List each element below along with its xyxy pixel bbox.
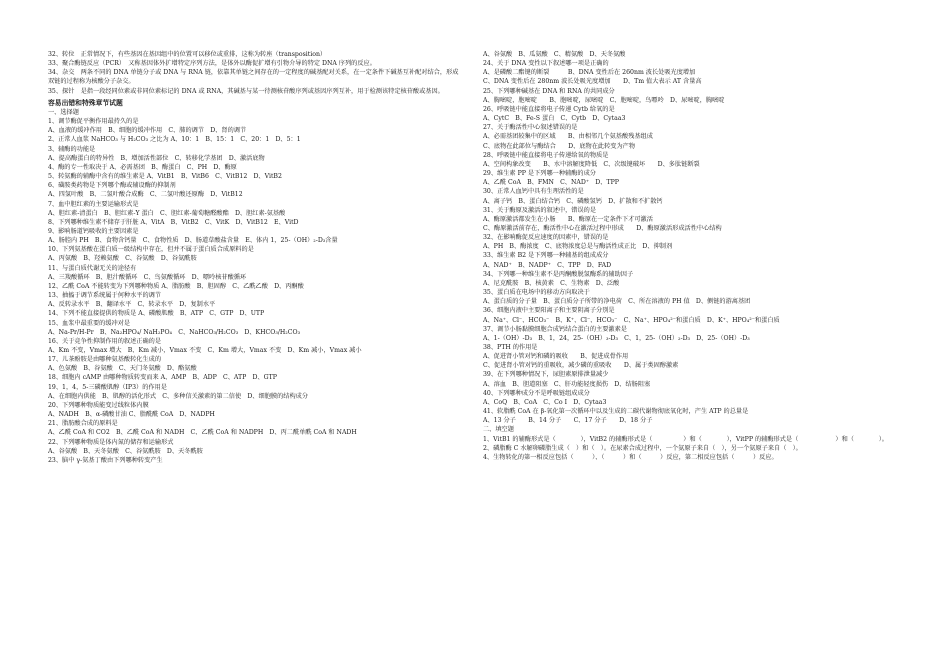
right-column-line: 37、调节小肠黏膜细胞合成钙结合蛋白的主要激素是 (483, 325, 627, 333)
right-column-line: A、PH B、酶浓度 C、底物浓度总是与酶活性成正比 D、抑制剂 (483, 243, 673, 251)
right-column-line: A、CytC B、Fe-S 蛋白 C、Cytb D、Cytaa3 (483, 115, 626, 123)
right-column-line: 24、关于 DNA 变性以下叙述哪一项是正确的 (483, 60, 609, 68)
right-column-line: A、是磷酸二酯键的断裂 B、DNA 变性后在 260nm 波长处吸光度增加 (483, 69, 696, 77)
right-column-line: 34、下列哪一种维生素不是丙酮酸脱氢酶系的辅助因子 (483, 270, 634, 278)
left-column-line: 17、儿茶酚胺是由哪种氨基酸转化生成的 (48, 356, 162, 364)
right-column-line: A、13 分子 B、14 分子 C、17 分子 D、18 分子 (483, 417, 653, 425)
left-column-line: 8、下列哪种维生素不储存于肝脏 A、VitA B、VitB2 C、VitK D、VitB12 E、VitD (48, 218, 299, 226)
left-column-line: A、四氢叶酸 B、二氢叶酸合成酶 C、二氢叶酸还原酶 D、VitB12 (48, 191, 243, 199)
right-column-line: 39、在下列哪种情况下，尿胆素原排泄量减少 (483, 371, 609, 379)
right-column-line: A、尼克酰胺 B、核黄素 C、生物素 D、泛酸 (483, 279, 620, 287)
right-column-line: A、溶血 B、胆道阻塞 C、肝功能轻度损伤 D、结肠阻塞 (483, 380, 651, 388)
right-column-line: 28、呼吸链中能直接将电子传递给氧的物质是 (483, 151, 609, 159)
right-column-line: A、促进肾小管对钙和磷的吸收 B、促进成骨作用 (483, 353, 629, 361)
left-column-line: 22、下列哪种物质是体内氮的储存和运输形式 (48, 438, 174, 446)
right-column-line: 25、下列哪种碱基在 DNA 和 RNA 的共同成分 (483, 87, 615, 95)
left-column-line: 6、磺胺类药物是下列哪个酶或辅设酶的抑制剂 (48, 182, 176, 190)
left-column-line: 35、探针 是指一段经同位素或非同位素标记的 DNA 或 RNA，其碱基与某一待测核苷酸序列或基因序列互补，用于检测该特定核苷酸或基因。 (48, 87, 444, 95)
left-column-line: 3、辅酶的功能是 (48, 145, 96, 153)
left-column-line: 21、脂肪酸合成的原料是 (48, 420, 118, 428)
right-column-line: 41、软脂酰 CoA 在 β-氧化第一次循环中以及生成的二碳代谢物彻底氧化时，产生 ATP 的总量是 (483, 408, 749, 416)
right-column-line: A、Na⁺、Cl⁻、HCO₃⁻ B、K⁺、Cl⁻、HCO₃⁻ C、Na⁺、HPO₄²⁻和蛋白质 D、K⁺、HPO₄²⁻和蛋白质 (483, 316, 780, 324)
right-column-line: C、酶原激活前存在，酶活性中心在激活过程中形成 D、酶原激活形成活性中心结构 (483, 224, 722, 232)
right-column-line: 29、维生素 PP 是下列哪一种辅酶的成分 (483, 170, 596, 178)
left-column-line: 7、血中胆红素的主要运输形式是 (48, 200, 139, 208)
left-column-line: A、胆红素-清蛋白 B、胆红素-Y 蛋白 C、胆红素-葡萄糖醛酸酯 D、胆红素-氨基酸 (48, 209, 286, 217)
left-column-line: 1、调节酶促平衡作用最持久的是 (48, 118, 139, 126)
left-column-line: 15、血浆中最重要的缓冲对是 (48, 319, 131, 327)
right-column-line: 33、维生素 B2 是下列哪一种辅基的组成成分 (483, 252, 609, 260)
left-column-line: A、肠腔内 PH B、食物含钙量 C、食物性质 D、肠道草酸盐含量 E、体内 1，25-（OH）₂-D₃含量 (48, 237, 338, 245)
right-column-line: C、DNA 变性后在 280nm 波长处吸光度增加 D、Tm 值大表示 AT 含量高 (483, 78, 702, 86)
left-column-line: A、丙氨酸 B、羟赖氨酸 C、谷氨酸 D、谷氨酰胺 (48, 255, 197, 263)
left-column-line: A、色氨酸 B、谷氨酸 C、天门冬氨酸 D、酪氨酸 (48, 365, 197, 373)
left-column-line: 12、乙酰 CoA 不能转变为下列哪种物质 A、脂肪酸 B、胆固醇 C、乙酰乙酸 D、丙酮酸 (48, 282, 304, 290)
left-column-line: 34、杂交 两条不同的 DNA 单链分子或 DNA 与 RNA 链，依靠其单链之间存在的一定程度的碱基配对关系，在一定条件下碱基互补配对结合，形成双链的过程称为核酸分子杂交。 (48, 69, 459, 86)
right-column-line: A、NAD⁺ B、NADP⁺ C、TPP D、FAD (483, 261, 612, 269)
left-column-line: 19、1，4，5-三磷酸肌醇（IP3）的作用是 (48, 383, 167, 391)
left-column-line: A、血液的缓冲作用 B、细胞的缓冲作用 C、肺的调节 D、肾的调节 (48, 127, 247, 135)
right-column-line: 2、磷脂酶 C 水解卵磷脂生成（ ）和（ ）。在尿素合成过程中，一个氨原子来自（ ），另一个氨原子来自（ ）。 (483, 444, 802, 452)
right-column-line: A、离子钙 B、蛋白结合钙 C、磷酸氢钙 D、扩散和不扩散钙 (483, 197, 663, 205)
right-column-line: 35、蛋白质在电场中的移动方向取决于 (483, 289, 590, 297)
left-column-line: 16、关于竞争性抑制作用的叙述正确的是 (48, 337, 162, 345)
left-column-line: 容易出错和特殊章节试题 (48, 98, 123, 107)
left-column-line: 18、细胞内 cAMP 由哪种物质转变而来 A、AMP B、ADP C、ATP D、GTP (48, 374, 277, 382)
left-column-line: 14、下列不能直接提供的物质是 A、磷酸肌酸 B、ATP C、GTP D、UTP (48, 310, 265, 318)
right-column-line: A、乙酰 CoA B、FMN C、NAD⁺ D、TPP (483, 179, 619, 187)
left-column-line: A、乙酰 CoA 和 CO2 B、乙酰 CoA 和 NADH C、乙酰 CoA 和 NADPH D、丙二酰单酰 CoA 和 NADH (48, 429, 357, 437)
right-column-line: 31、关于酶原及激活的叙述中，错误的是 (483, 206, 597, 214)
right-column-line: 38、PTH 的作用是 (483, 344, 538, 351)
right-column-line: A、蛋白质的分子量 B、蛋白质分子所带的净电荷 C、所在溶液的 PH 值 D、侧链的游离基团 (483, 298, 751, 306)
left-column-line: 2、正常人血浆 NaHCO₃ 与 H₂CO₃ 之比为 A、10：1 B、15：1 C、20：1 D、5：1 (48, 136, 301, 144)
right-column-line: 26、呼吸链中能直接将电子传递 Cytb 给氧的是 (483, 105, 615, 113)
left-column-line: A、Km 不变，Vmax 增大 B、Km 减小，Vmax 不变 C、Km 增大，Vmax 不变 D、Km 减小，Vmax 减小 (48, 347, 362, 354)
left-column-line: 一、选择题 (48, 108, 79, 116)
right-column-line: 二、填空题 (483, 426, 514, 434)
left-column-line: 9、影响肠道钙吸收的主要因素是 (48, 227, 139, 235)
left-column-line: 13、抽搐于调节系统属于何种水平的调节 (48, 292, 162, 300)
left-column-line: A、谷氨酸 B、天冬氨酸 C、谷氨酰胺 D、天冬酰胺 (48, 447, 203, 455)
right-column-line: 1、VitB1 的辅酶形式是（ ），VitB2 的辅酶形式是（ ）和（ ），VitPP 的辅酶形式是（ ）和（ ）。 (483, 435, 888, 443)
right-column-line: 32、在影响酶促反应速度的因素中，错误的是 (483, 234, 609, 242)
left-column-line: A、反转录水平 B、翻译水平 C、转录水平 D、复制水平 (48, 301, 216, 309)
left-column-line: A、Na-Pr/H-Pr B、Na₂HPO₄/ NaH₂PO₄ C、NaHCO₃/H₂CO₃ D、KHCO₃/H₂CO₃ (48, 328, 301, 336)
right-column-line: A、胸嘧啶，胞嘧啶 B、胞嘧啶，尿嘧啶 C、胞嘧啶，鸟嘌呤 D、尿嘧啶，胸嘧啶 (483, 96, 725, 104)
left-column-line: 32、转位 正常情况下，有些基因在基因组中的位置可以移位或重排，这称为转座（transposition） (48, 51, 327, 58)
left-column-line: 5、转氨酶的辅酶中含有的维生素是 A、VitB1 B、VitB6 C、VitB12 D、VitB2 (48, 173, 282, 181)
left-column-line: A、NADH B、α-磷酸甘油 C、脂酰酰 CoA D、NADPH (48, 411, 215, 419)
left-column-line: 20、下列哪种物质能变过线粒体内膜 (48, 401, 149, 409)
right-column-line: 30、正常人血钙中具有生理活性的是 (483, 188, 584, 196)
left-column-line: A、提高酶蛋白的特异性 B、增加活性部位 C、转移化学基团 D、激活底物 (48, 154, 265, 162)
right-column (483, 50, 898, 462)
left-column-line: A、在细胞内供能 B、肌醇的活化形式 C、多种信关激素的第二信使 D、细胞膜的结构成分 (48, 392, 309, 400)
right-column-line: 4、生物转化的第一相反应包括（ ）、（ ）和（ ）反应，第二相反应包括（ ）反应。 (483, 453, 778, 461)
left-column (48, 50, 463, 465)
right-column-line: 36、细胞内液中主要阳离子和主要阴离子分别是 (483, 307, 615, 315)
right-column-line: C、底物在此部位与酶结合 D、底物在此转变为产物 (483, 142, 636, 150)
left-column-line: 33、聚合酶链反应（PCR） 又称基因体外扩增特定序列方法，是体外以酶促扩增有引物介导的特定 DNA 序列的反应。 (48, 60, 376, 68)
left-column-line: A、三羧酸循环 B、胆汁酸循环 C、鸟氨酸循环 D、嘌呤核苷酸循环 (48, 273, 247, 281)
right-column-line: A、CoQ B、CoA C、Co Ⅰ D、Cytaa3 (483, 398, 607, 406)
right-column-line: A、酶原激活都发生在小肠 B、酶原在一定条件下才可激活 (483, 215, 653, 223)
right-column-line: 27、关于酶活性中心叙述错误的是 (483, 124, 578, 132)
right-column-line: A、空间构象改变 B、水中溶解度降低 C、次级键破坏 D、多肽链断裂 (483, 160, 700, 168)
right-column-line: C、促进肾小管对钙的重吸收，减少磷的重吸收 D、属于类固醇激素 (483, 362, 679, 370)
right-column-line: A、必需基团较集中的区域 B、由相邻几个氨基酸残基组成 (483, 133, 653, 141)
right-column-line: A、1-（OH）-D₃ B、1，24，25-（OH）₃-D₃ C、1，25-（OH）₂-D₃ D、25-（OH）-D₃ (483, 334, 750, 342)
left-column-line: 23、脑中 γ-氨基丁酸由下列哪种转变产生 (48, 456, 163, 464)
right-column-line: A、谷氨酸 B、瓜氨酸 C、精氨酸 D、天冬氨酸 (483, 51, 626, 58)
left-column-line: 11、与蛋白质代谢无关的途径有 (48, 264, 137, 272)
left-column-line: 4、酶的专一性取决于 A、必需基团 B、酶蛋白 C、PH D、酶原 (48, 163, 237, 171)
left-column-line: 10、下列氨基酸在蛋白质一级结构中存在，但并不属于蛋白质合成原料的是 (48, 246, 254, 254)
right-column-line: 40、下列哪种成分不是呼吸链组成成分 (483, 389, 590, 397)
